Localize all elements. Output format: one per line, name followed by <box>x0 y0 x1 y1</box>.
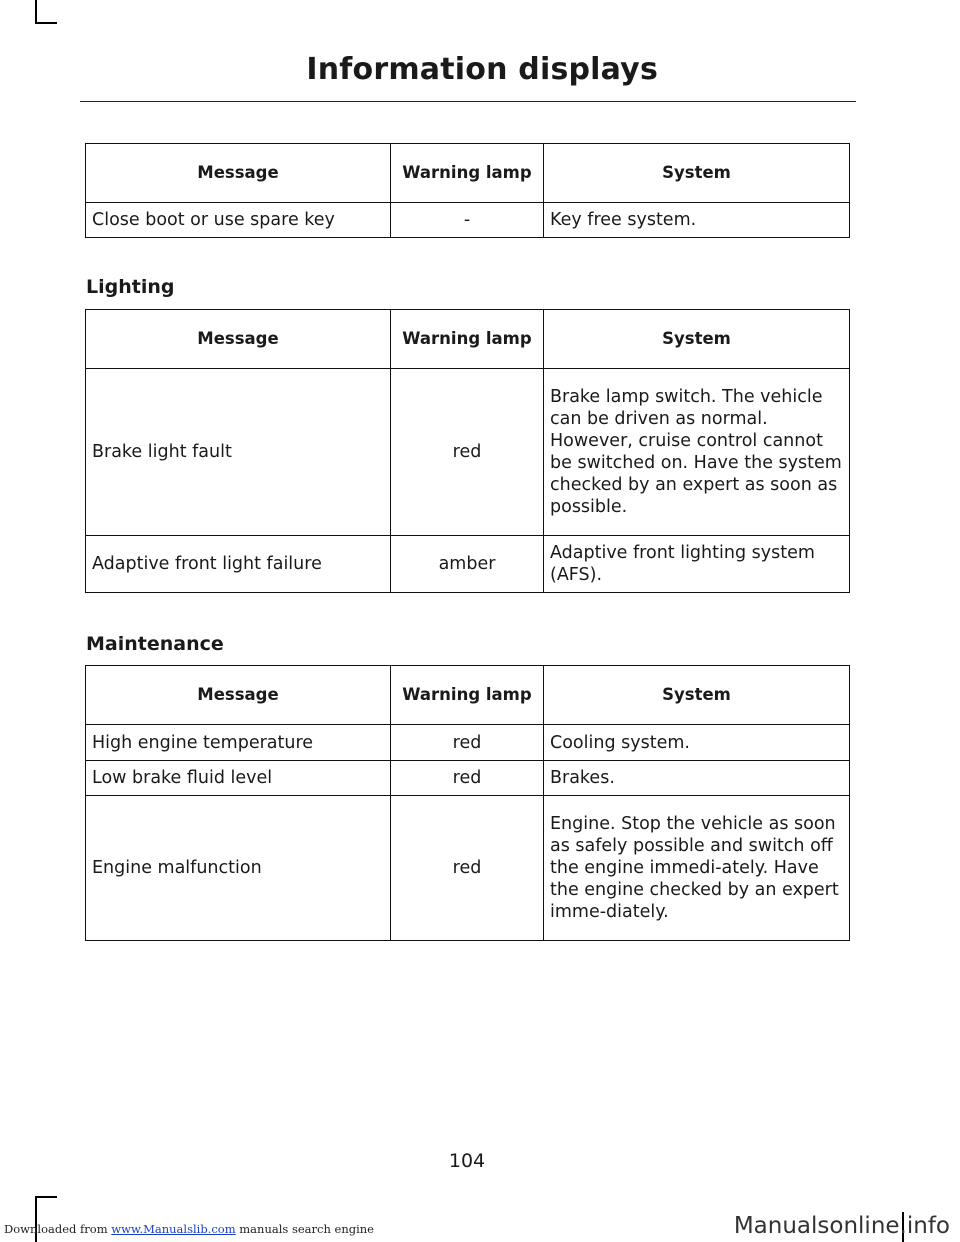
message-cell: Low brake fluid level <box>86 761 391 796</box>
system-cell: Engine. Stop the vehicle as soon as safely possible and switch off the engine immedi-ately. Have the engine checked by an expert imme-diately. <box>544 796 850 941</box>
section-heading-lighting: Lighting <box>86 276 175 298</box>
table-row <box>86 203 850 238</box>
column-header-warning-lamp: Warning lamp <box>391 144 544 203</box>
column-header-warning-lamp: Warning lamp <box>391 310 544 369</box>
column-header-message: Message <box>86 144 391 203</box>
message-cell: Engine malfunction <box>86 796 391 941</box>
system-cell: Brakes. <box>544 761 850 796</box>
page-title: Information displays <box>306 52 658 87</box>
section-heading-maintenance: Maintenance <box>86 633 224 655</box>
column-header-system: System <box>544 310 850 369</box>
table-row <box>86 369 850 536</box>
message-cell: High engine temperature <box>86 725 391 761</box>
column-header-message: Message <box>86 310 391 369</box>
warning-lamp-cell: - <box>391 203 544 238</box>
system-cell: Brake lamp switch. The vehicle can be driven as normal. However, cruise control cannot be switched on. Have the system checked by an expert as soon as possible. <box>544 369 850 536</box>
table-header-row <box>86 310 850 369</box>
message-cell: Close boot or use spare key <box>86 203 391 238</box>
message-cell: Brake light fault <box>86 369 391 536</box>
column-header-system: System <box>544 144 850 203</box>
maintenance-table <box>85 665 850 941</box>
title-rule <box>80 101 856 102</box>
warning-lamp-cell: amber <box>391 536 544 593</box>
key-free-table <box>85 143 850 238</box>
system-cell: Adaptive front lighting system (AFS). <box>544 536 850 593</box>
footer-suffix: manuals search engine <box>239 1222 374 1236</box>
table-row <box>86 725 850 761</box>
footer-prefix: Downloaded from <box>4 1222 108 1236</box>
warning-lamp-cell: red <box>391 369 544 536</box>
crop-mark-top-left-v <box>35 0 37 24</box>
table-row <box>86 796 850 941</box>
column-header-warning-lamp: Warning lamp <box>391 666 544 725</box>
crop-mark-top-left-h <box>35 22 57 24</box>
warning-lamp-cell: red <box>391 796 544 941</box>
crop-mark-bottom-left-h <box>35 1196 57 1198</box>
system-cell: Cooling system. <box>544 725 850 761</box>
system-cell: Key free system. <box>544 203 850 238</box>
table-row <box>86 536 850 593</box>
table-header-row <box>86 144 850 203</box>
manualslib-link[interactable]: www.Manualslib.com <box>111 1222 236 1236</box>
manualsonline-watermark: Manualsonline.info <box>733 1213 950 1239</box>
column-header-system: System <box>544 666 850 725</box>
table-header-row <box>86 666 850 725</box>
warning-lamp-cell: red <box>391 761 544 796</box>
download-footer <box>4 1222 374 1236</box>
column-header-message: Message <box>86 666 391 725</box>
page-number: 104 <box>448 1150 486 1172</box>
table-row <box>86 761 850 796</box>
message-cell: Adaptive front light failure <box>86 536 391 593</box>
lighting-table <box>85 309 850 593</box>
warning-lamp-cell: red <box>391 725 544 761</box>
